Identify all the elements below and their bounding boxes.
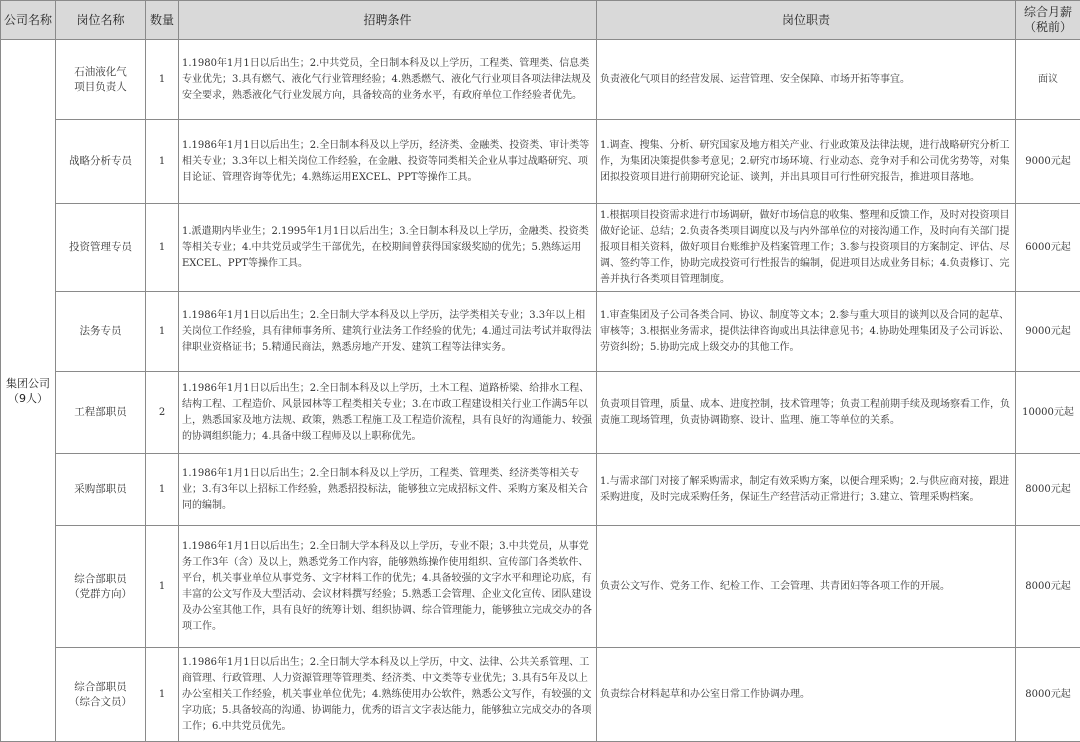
count-cell: 1 <box>146 40 179 120</box>
position-name: 战略分析专员 <box>69 155 132 167</box>
duties-cell: 负责公文写作、党务工作、纪检工作、工会管理、共青团妇等各项工作的开展。 <box>597 526 1016 648</box>
count-cell: 1 <box>146 648 179 742</box>
requirements-cell: 1.1986年1月1日以后出生；2.全日制大学本科及以上学历，法学类相关专业；3.3年以上相关岗位工作经验，具有律师事务所、建筑行业法务工作经验的优先；4.通过司法考试并取得法律职业资格证书；5.精通民商法，熟悉房地产开发、建筑工程等法律实务。 <box>179 292 597 372</box>
duties-cell: 负责液化气项目的经营发展、运营管理、安全保障、市场开拓等事宜。 <box>597 40 1016 120</box>
salary-cell: 9000元起 <box>1016 120 1080 204</box>
table-row <box>1 526 1080 648</box>
count-cell: 2 <box>146 372 179 454</box>
count-cell: 1 <box>146 454 179 526</box>
requirements-cell: 1.1986年1月1日以后出生；2.全日制本科及以上学历，工程类、管理类、经济类等相关专业；3.有3年以上招标工作经验，熟悉招投标法，能够独立完成招标文件、采购方案及相关合同的编制。 <box>179 454 597 526</box>
position-name: 综合部职员 <box>74 681 127 693</box>
position-cell <box>56 40 146 120</box>
salary-cell: 10000元起 <box>1016 372 1080 454</box>
requirements-cell: 1.1986年1月1日以后出生；2.全日制本科及以上学历，经济类、金融类、投资类、审计类等相关专业；3.3年以上相关岗位工作经验，在金融、投资等同类相关企业从事过战略研究、项目论证、管理咨询等优先；4.熟练运用EXCEL、PPT等操作工具。 <box>179 120 597 204</box>
position-name: 投资管理专员 <box>69 241 132 253</box>
position-name: 综合部职员 <box>74 573 127 585</box>
header-duties: 岗位职责 <box>597 1 1016 40</box>
duties-cell: 负责项目管理，质量、成本、进度控制，技术管理等；负责工程前期手续及现场察看工作，负责施工现场管理，负责协调勘察、设计、监理、施工等单位的关系。 <box>597 372 1016 454</box>
position-name: （党群方向） <box>69 588 132 600</box>
requirements-cell: 1.1980年1月1日以后出生；2.中共党员，全日制本科及以上学历，工程类、管理类、信息类专业优先；3.具有燃气、液化气行业管理经验；4.熟悉燃气、液化气行业项目各项法律法规及安全要求，熟悉液化气行业发展方向，具备较高的业务水平，有政府单位工作经验者优先。 <box>179 40 597 120</box>
requirements-cell: 1.1986年1月1日以后出生；2.全日制大学本科及以上学历，专业不限；3.中共党员，从事党务工作3年（含）及以上，熟悉党务工作内容，能够熟练操作使用组织、宣传部门各类软件、平台，机关事业单位从事党务、文字材料工作的优先；4.具备较强的文字水平和理论功底，有丰富的公文写作及大型活动、会议材料撰写经验；5.熟悉工会管理、企业文化宣传、团队建设及办公室其他工作，具有良好的统筹计划、组织协调、综合管理能力，能够独立完成交办的各项工作。 <box>179 526 597 648</box>
salary-cell: 面议 <box>1016 40 1080 120</box>
header-requirements: 招聘条件 <box>179 1 597 40</box>
position-name: 法务专员 <box>80 325 122 337</box>
salary-cell: 8000元起 <box>1016 526 1080 648</box>
header-company: 公司名称 <box>1 1 56 40</box>
position-cell <box>56 526 146 648</box>
duties-cell: 负责综合材料起草和办公室日常工作协调办理。 <box>597 648 1016 742</box>
table-row <box>1 372 1080 454</box>
table-row <box>1 40 1080 120</box>
duties-cell: 1.审查集团及子公司各类合同、协议、制度等文本；2.参与重大项目的谈判以及合同的起草、审核等；3.根据业务需求，提供法律咨询或出具法律意见书；4.协助处理集团及子公司诉讼、劳资纠纷；5.协助完成上级交办的其他工作。 <box>597 292 1016 372</box>
position-name: 工程部职员 <box>74 406 127 418</box>
count-cell: 1 <box>146 292 179 372</box>
header-salary-line1: 综合月薪 <box>1024 5 1072 19</box>
salary-cell: 9000元起 <box>1016 292 1080 372</box>
company-cell <box>1 40 56 742</box>
table-row <box>1 648 1080 742</box>
salary-cell: 8000元起 <box>1016 648 1080 742</box>
count-cell: 1 <box>146 526 179 648</box>
count-cell: 1 <box>146 204 179 292</box>
position-name: 采购部职员 <box>74 483 127 495</box>
position-cell <box>56 648 146 742</box>
position-cell <box>56 292 146 372</box>
requirements-cell: 1.派遣期内毕业生；2.1995年1月1日以后出生；3.全日制本科及以上学历，金融类、投资类等相关专业；4.中共党员或学生干部优先，在校期间曾获得国家级奖励的优先；5.熟练运用EXCEL、PPT等操作工具。 <box>179 204 597 292</box>
count-cell: 1 <box>146 120 179 204</box>
position-cell <box>56 120 146 204</box>
requirements-cell: 1.1986年1月1日以后出生；2.全日制本科及以上学历，土木工程、道路桥梁、给排水工程、结构工程、工程造价、风景园林等工程类相关专业；3.在市政工程建设相关行业工作满5年以上，熟悉国家及地方法规、政策，熟悉工程施工及工程造价流程，具有良好的沟通能力、较强的协调组织能力；4.具备中级工程师及以上职称优先。 <box>179 372 597 454</box>
salary-cell: 8000元起 <box>1016 454 1080 526</box>
header-position: 岗位名称 <box>56 1 146 40</box>
duties-cell: 1.与需求部门对接了解采购需求，制定有效采购方案，以便合理采购；2.与供应商对接，跟进采购进度，及时完成采购任务，保证生产经营活动正常进行；3.建立、管理采购档案。 <box>597 454 1016 526</box>
table-row <box>1 454 1080 526</box>
header-count: 数量 <box>146 1 179 40</box>
position-cell <box>56 204 146 292</box>
position-cell <box>56 372 146 454</box>
position-name: （综合文员） <box>69 696 132 708</box>
header-salary-line2: （税前） <box>1024 20 1072 34</box>
position-name: 项目负责人 <box>74 81 127 93</box>
salary-cell: 6000元起 <box>1016 204 1080 292</box>
table-row <box>1 292 1080 372</box>
position-name: 石油液化气 <box>74 66 127 78</box>
header-salary <box>1016 1 1080 40</box>
company-count: （9人） <box>8 392 48 405</box>
duties-cell: 1.调查、搜集、分析、研究国家及地方相关产业、行业政策及法律法规，进行战略研究分析工作，为集团决策提供参考意见；2.研究市场环境、行业动态、竞争对手和公司优劣势等，对集团拟投资项目进行前期研究论证、谈判，并出具项目可行性研究报告，推进项目落地。 <box>597 120 1016 204</box>
table-row <box>1 204 1080 292</box>
requirements-cell: 1.1986年1月1日以后出生；2.全日制大学本科及以上学历，中文、法律、公共关系管理、工商管理、行政管理、人力资源管理等管理类、经济类、中文类等专业优先；3.具有5年及以上办公室相关工作经验，机关事业单位优先；4.熟练使用办公软件，熟悉公文写作，有较强的文字功底；5.具备较高的沟通、协调能力，优秀的语言文字表达能力，能够独立完成交办的各项工作；6.中共党员优先。 <box>179 648 597 742</box>
table-row <box>1 120 1080 204</box>
duties-cell: 1.根据项目投资需求进行市场调研，做好市场信息的收集、整理和反馈工作，及时对投资项目做好论证、总结；2.负责各类项目调度以及与内外部单位的对接沟通工作，及时向有关部门提报项目相关资料，做好项目台账维护及档案管理工作；3.参与投资项目的方案制定、评估、尽调、签约等工作，协助完成投资可行性报告的编制，促进项目达成业务目标；4.负责修订、完善并执行各类项目管理制度。 <box>597 204 1016 292</box>
company-name: 集团公司 <box>6 377 50 390</box>
header-row <box>1 1 1080 40</box>
position-cell <box>56 454 146 526</box>
